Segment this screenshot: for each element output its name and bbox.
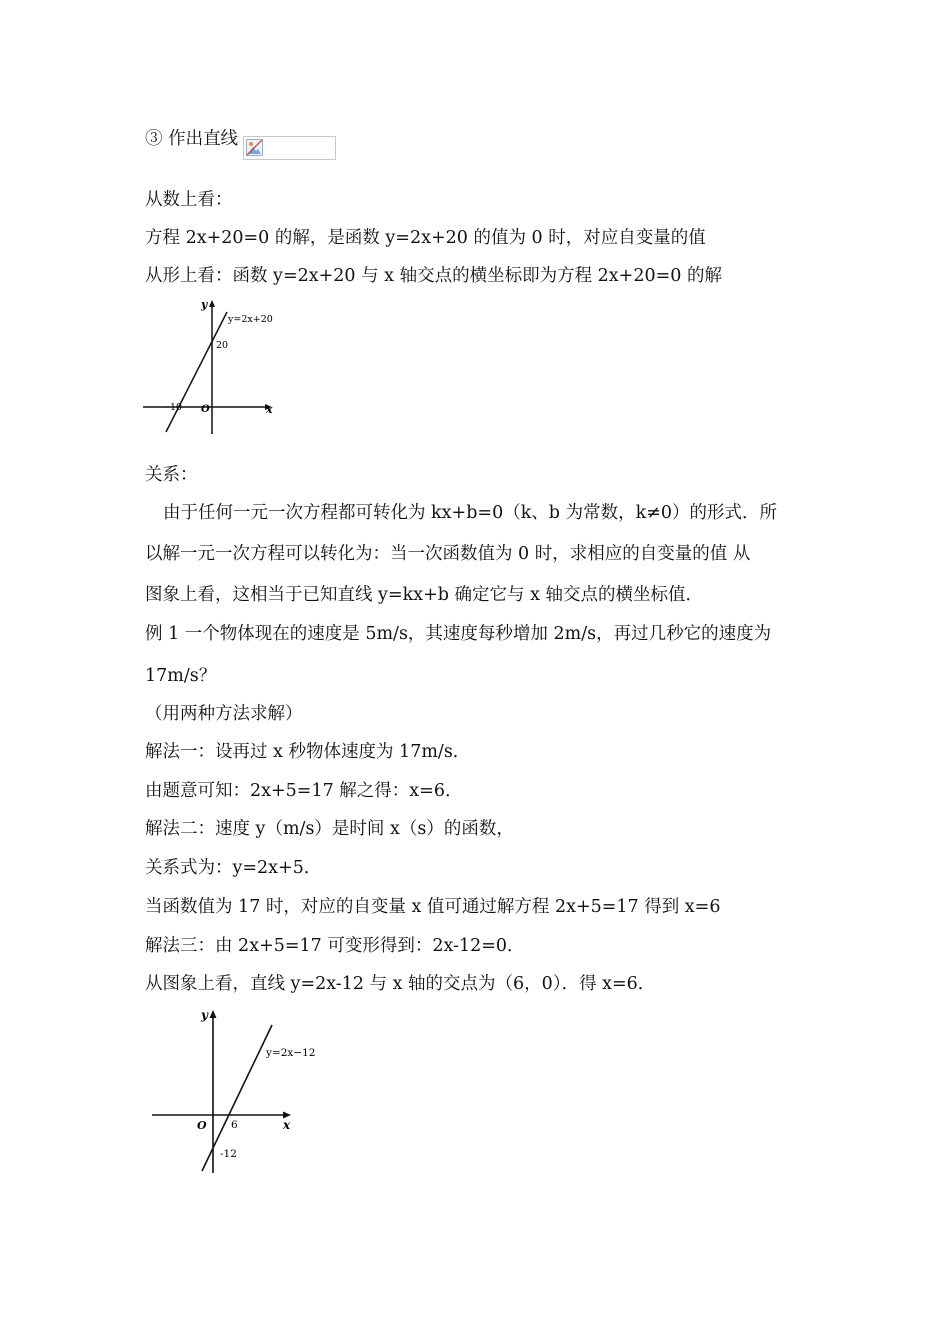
y-axis-arrow xyxy=(209,300,215,307)
function-line xyxy=(166,312,227,432)
text-line-2: 从数上看： xyxy=(145,190,233,210)
text-line-13: 由题意可知：2x+5=17 解之得：x=6． xyxy=(145,781,463,801)
origin-label: O xyxy=(197,1119,207,1132)
text-line-18: 从图象上看，直线 y=2x-12 与 x 轴的交点为（6，0）．得 x=6． xyxy=(145,974,656,994)
text-line-14: 解法二：速度 y（m/s）是时间 x（s）的函数， xyxy=(145,819,514,839)
text-line-11: （用两种方法求解） xyxy=(145,704,303,724)
text-line-1: ③ 作出直线 xyxy=(145,129,239,149)
y-axis-arrow xyxy=(210,1010,217,1018)
broken-image-placeholder xyxy=(243,136,336,160)
text-line-16: 当函数值为 17 时，对应的自变量 x 值可通过解方程 2x+5=17 得到 x=6 xyxy=(145,897,721,917)
text-line-7: 以解一元一次方程可以转化为：当一次函数值为 0 时，求相应的自变量的值 从 xyxy=(145,544,751,564)
line-equation-label: y=2x+20 xyxy=(228,314,273,325)
broken-image-icon xyxy=(246,139,263,156)
graph-y-2x-plus-20 xyxy=(140,295,280,437)
text-line-4: 从形上看：函数 y=2x+20 与 x 轴交点的横坐标即为方程 2x+20=0 的解 xyxy=(145,266,722,286)
y-axis-label: y xyxy=(201,298,208,311)
x-axis-label: x xyxy=(266,403,273,416)
text-line-6: 由于任何一元一次方程都可转化为 kx+b=0（k、b 为常数，k≠0）的形式．所 xyxy=(163,503,777,523)
x-intercept-label: −10 xyxy=(162,402,183,413)
text-line-15: 关系式为：y=2x+5． xyxy=(145,858,322,878)
x-intercept-label: 6 xyxy=(231,1119,238,1131)
text-line-10: 17m/s？ xyxy=(145,666,217,686)
text-line-9: 例 1 一个物体现在的速度是 5m/s，其速度每秒增加 2m/s，再过几秒它的速度为 xyxy=(145,624,772,644)
text-line-12: 解法一：设再过 x 秒物体速度为 17m/s． xyxy=(145,742,471,762)
text-line-3: 方程 2x+20=0 的解，是函数 y=2x+20 的值为 0 时，对应自变量的值 xyxy=(145,228,706,248)
text-line-5: 关系： xyxy=(145,465,198,485)
origin-label: O xyxy=(201,404,210,415)
text-line-8: 图象上看，这相当于已知直线 y=kx+b 确定它与 x 轴交点的横坐标值． xyxy=(145,585,704,605)
graph-y-2x-minus-12 xyxy=(145,1005,330,1177)
text-line-17: 解法三：由 2x+5=17 可变形得到：2x-12=0． xyxy=(145,936,525,956)
y-intercept-label: -12 xyxy=(220,1148,237,1160)
line-equation-label: y=2x−12 xyxy=(266,1047,316,1059)
y-intercept-label: 20 xyxy=(216,340,229,351)
x-axis-label: x xyxy=(283,1118,291,1132)
y-axis-label: y xyxy=(201,1008,208,1022)
